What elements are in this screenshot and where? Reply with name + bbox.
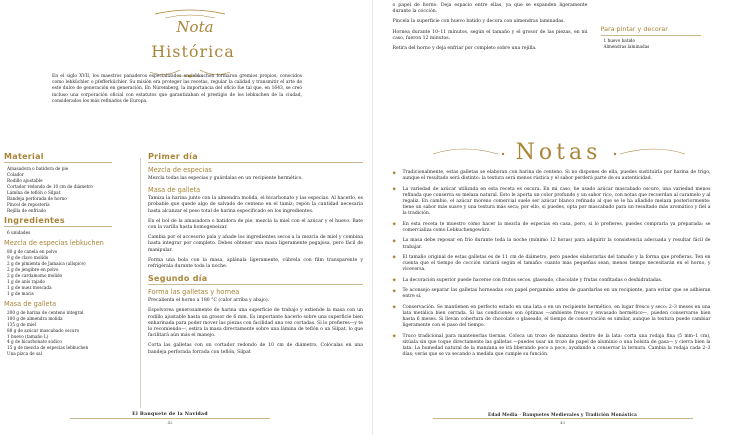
note-text: Conservación. Se mantienen en perfecto estado en una lata o en un recipiente hermético, en lugar fresco y seco: 2–3 meses en una lata metálica bien cerrada. Si las condiciones son óptimas —ambiente fresco y envasado hermético—, pueden conservarse bien hasta 6 meses. Si llevan cobertura de chocolate o glaseado, el tiempo de conservación es similar, aunque la textura puede cambiar ligeramente con el paso del tiempo. (402, 304, 711, 329)
spice-mix-list (7, 249, 112, 296)
list-item: 1 g de macis (7, 290, 34, 296)
list-item: 9 g de clavo molido (7, 255, 49, 261)
step-paragraph: Tamiza la harina junto con la almendra molida, el bicarbonato y las especias. Al hacerlo, es probable que quede algo de salvado de centeno en el tamiz; repón la cantidad necesaria hasta alcanzar el peso total de harina especificado en los ingredientes. (148, 196, 363, 214)
list-item: 1 g de nuez moscada (7, 284, 52, 290)
dough-step-title: Masa de galleta (148, 186, 201, 195)
yield (7, 230, 112, 236)
step-paragraph: Espolvorea generosamente de harina una superficie de trabajo y extiende la masa con un rodillo ajustable hasta un grosor de 6 mm. Es importante hacerlo sobre una superficie bien enharinada para poder mover las piezas con facilidad una vez cortadas. Si lo prefieres—y te lo recomiendo—, estira la masa directamente sobre una lámina de teflón o un Silpat, lo que facilitará aún más el manejo. (148, 308, 363, 339)
list-item: 1 huevo (tamaño L) (7, 333, 49, 339)
list-item: Colador (7, 171, 24, 177)
list-item: Una pizca de sal (7, 351, 42, 357)
bullet-diamond-icon: ◆ (392, 238, 396, 244)
list-item: Amasadora o batidora de pie (7, 166, 69, 171)
step-paragraph: Cambia por el accesorio pala y añade los ingredientes secos a la mezcla de miel y combina hasta integrar por completo. Debes obtener una masa ligeramente pegajosa, pero fácil de manipular. (148, 235, 363, 253)
bullet-diamond-icon: ◆ (392, 170, 396, 176)
step-paragraph: o papel de horno. Deja espacio entre ellas, ya que se expanden ligeramente durante la cocción. (392, 3, 588, 15)
page-number: 43 (559, 420, 566, 425)
historical-intro: En el siglo XVII, los maestros panaderos especializados en lebkuchen formaron gremios propios, conocidos como lebküchler o pfefferküchler. Su misión era proteger las recetas, regular la calidad y transmitir el arte de este dulce de generación en generación. En Núremberg, la importancia del oficio fue tal que, en 1643, se creó incluso una corporación oficial con estatutos que garantizaban el prestigio de los lebkuchen de la ciudad, considerados los más refinados de Europa. (52, 74, 302, 104)
list-item (393, 278, 711, 284)
right-page (373, 0, 745, 435)
list-item: 88 g de azúcar mascabado oscuro (7, 327, 80, 333)
page-number: 42 (167, 420, 173, 425)
dough-list (7, 310, 112, 357)
list-item: Bandeja perforada de horno (7, 195, 67, 201)
bullet-diamond-icon: ◆ (392, 334, 396, 340)
list-item: 4 g de bicarbonato sódico (7, 339, 62, 345)
spice-mix-step-title: Mezcla de especias (148, 166, 212, 174)
yield-text: 6 unidades (7, 230, 31, 236)
step-paragraph: Pincela la superficie con huevo batido y decora con almendras laminadas. (392, 19, 565, 25)
decorate-box (601, 22, 701, 50)
list-item (393, 170, 711, 182)
spice-mix-subheader: Mezcla de especias lebkuchen (4, 239, 104, 248)
step-paragraph: Hornea durante 10–11 minutos, según el tamaño y el grosor de las piezas, en mi caso, fueron 12 minutos. (392, 29, 588, 41)
running-footer: Edad Media · Banquetes Medievales y Tradición Monástica (487, 412, 638, 417)
day-one-header: Primer día (148, 152, 363, 163)
bullet-diamond-icon: ◆ (392, 288, 396, 294)
column-divider (140, 158, 141, 408)
list-item (393, 222, 711, 234)
material-header: Material (4, 152, 112, 163)
dough-subheader: Masa de galleta (4, 299, 57, 308)
list-item (393, 238, 711, 250)
method-column (148, 152, 363, 360)
step-paragraph: Corta las galletas con un cortador redondo de 10 cm de diámetro. Colócalas en una bandeja perforada forrada con teflón, Silpat (148, 343, 363, 355)
list-item (393, 255, 711, 274)
bullet-diamond-icon: ◆ (392, 278, 396, 284)
list-item: Almendras laminadas (603, 43, 650, 49)
day-two-header: Segundo día (148, 274, 363, 285)
list-item: 200 g de harina de centeno integral (7, 309, 84, 315)
shape-bake-step-title: Forma las galletas y hornea (148, 288, 240, 297)
step-paragraph: Mezcla todas las especias y guárdalas en un recipiente hermético. (148, 176, 303, 181)
notes-list (393, 170, 711, 363)
note-text: La decoración superior puede hacerse con frutos secos, glaseado, chocolate y frutas confitadas o deshidratadas. (402, 277, 663, 283)
list-item: 1 g de anís rajado (7, 279, 46, 284)
list-item: 1 huevo batido (603, 38, 635, 43)
step-paragraph: Retira del horno y deja enfriar por completo sobre una rejilla. (392, 46, 537, 52)
list-item (393, 334, 711, 359)
bullet-diamond-icon: ◆ (392, 255, 396, 261)
list-item (393, 187, 711, 218)
list-item: 135 g de miel (7, 321, 36, 327)
list-item: Rodillo ajustable (7, 177, 43, 183)
footer-rule (70, 418, 270, 419)
step-paragraph: Forma una bola con la masa, aplánala ligeramente, cúbrela con film transparente y refrigérala durante toda la noche. (148, 257, 363, 270)
list-item: Rejilla de enfriado (7, 207, 47, 213)
method-continued (393, 3, 588, 56)
list-item: 80 g de canela en polvo (7, 249, 58, 255)
ingredients-header: Ingredientes (4, 216, 112, 227)
list-item: Pincel de repostería (7, 201, 50, 207)
note-text: La variedad de azúcar utilizada en esta receta es oscura. En mi caso, he usado azúcar mascabado oscuro, una variedad menos refinada que conserva su melaza natural. Esto le aporta un color profundo y un sabor rico, con notas que recuerdan al caramelo y al regaliz. En cambio, el azúcar moreno comercial suele ser azúcar blanco refinado al que se le ha añadido melaza posteriormente: tiene un sabor más suave y una textura más seca; por ello, si puedes, opta por mascabado para un resultado más aromático y fiel a la tradición. (402, 186, 711, 217)
note-text: El tamaño original de estas galletas es de 11 cm de diámetro, pero puedes elaborarlas del tamaño y la forma que prefieras. Ten en cuenta que el tiempo de cocción variará según el tamaño: cuanto más pequeñas sean, menos tiempo necesitarán en el horno, y viceversa. (402, 254, 711, 273)
decorate-list (604, 38, 701, 50)
step-paragraph: Precalienta el horno a 180 °C (calor arriba y abajo). (148, 298, 270, 304)
list-item: 2 g de pimienta de Jamaica (allspice) (7, 261, 86, 267)
decorate-header: Para pintar y decorar (600, 25, 668, 33)
note-text: Te aconsejo separar las galletas horneadas con papel pergamino antes de guardarlas en un recipiente, para evitar que se adhieran entre sí. (402, 288, 711, 300)
decorate-rule (601, 35, 701, 36)
list-item (393, 288, 711, 300)
page-title-line2: Histórica (151, 42, 235, 61)
material-list (7, 166, 112, 213)
notes-title: Notas (515, 140, 602, 165)
list-item: Cortador redondo de 10 cm de diámetro (7, 183, 93, 189)
list-item: 15 g de mezcla de especias lebkuchen (7, 345, 89, 351)
page-title-line1: Nota (176, 18, 214, 36)
list-item (393, 305, 711, 330)
note-text: En esta receta te muestro cómo hacer la mezcla de especias en casa, pero, si lo prefieres, puedes comprarla ya preparada: se comercializa como Lebkuchengewürz. (402, 221, 711, 233)
note-text: Tradicionalmente, estas galletas se elaboran con harina de centeno. Si no dispones de ella, puedes sustituirla por harina de trigo, aunque el resultado será distinto: la textura será menos rústica y el sabor perderá parte de su autenticidad. (402, 170, 711, 182)
note-text: Truco tradicional para mantenerlas tiernas. Coloca un trozo de manzana dentro de la lata: corta una rodaja fina (5 mm–1 cm), sitúala sin que toque directamente las galletas —puedes usar un trozo de papel de aluminio o una bolsita de gasa— y cierra bien la lata. La humedad natural de la manzana se irá liberando poco a poco, ayudando a conservar la ternura. Cambia la rodaja cada 2–3 días; verás que se va secando a medida que cumple su función. (402, 333, 711, 358)
bullet-diamond-icon: ◆ (392, 187, 396, 193)
ingredients-column (4, 152, 112, 357)
list-item: 2 g de jengibre en polvo (7, 267, 59, 273)
note-text: La masa debe reposar en frío durante toda la noche (mínimo 12 horas) para adquirir la consistencia adecuada y resultar fácil de trabajar. (402, 238, 711, 250)
bullet-diamond-icon: ◆ (392, 305, 396, 311)
footer-rule (433, 418, 693, 419)
list-item: Lámina de teflón o Silpat (7, 189, 61, 195)
list-item: 2 g de cardamomo molido (7, 273, 63, 279)
list-item: 100 g de almendra molida (7, 315, 63, 321)
step-paragraph: En el bol de la amasadora o batidora de pie, mezcla la miel con el azúcar y el huevo. Bate con la varilla hasta homogeneizar. (148, 218, 363, 231)
running-footer: El Banquete de la Navidad (132, 412, 208, 417)
bullet-diamond-icon: ◆ (392, 222, 396, 228)
